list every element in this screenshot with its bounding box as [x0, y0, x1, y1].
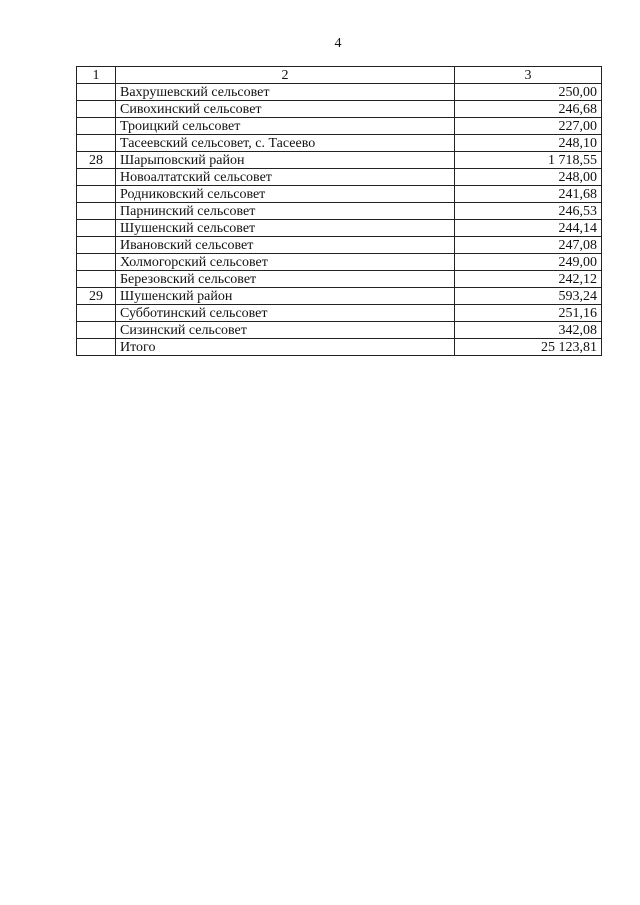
- row-value: 1 718,55: [455, 152, 602, 169]
- table-row: [77, 101, 602, 118]
- page-number: 4: [334, 36, 342, 51]
- table-header-row: [77, 67, 602, 84]
- total-label: Итого: [116, 339, 455, 356]
- row-number: [77, 220, 116, 237]
- row-value: 248,10: [455, 135, 602, 152]
- table-row: [77, 169, 602, 186]
- row-number: [77, 169, 116, 186]
- table-row: [77, 84, 602, 101]
- row-number: [77, 271, 116, 288]
- row-name: Тасеевский сельсовет, с. Тасеево: [116, 135, 455, 152]
- row-value: 246,68: [455, 101, 602, 118]
- table-row: [77, 237, 602, 254]
- row-name: Шарыповский район: [116, 152, 455, 169]
- row-number: [77, 101, 116, 118]
- row-number: [77, 203, 116, 220]
- row-value: 242,12: [455, 271, 602, 288]
- row-name: Ивановский сельсовет: [116, 237, 455, 254]
- table-row: [77, 203, 602, 220]
- row-number: [77, 254, 116, 271]
- row-name: Шушенский сельсовет: [116, 220, 455, 237]
- row-value: 251,16: [455, 305, 602, 322]
- table-row: [77, 220, 602, 237]
- row-value: 249,00: [455, 254, 602, 271]
- row-number: 28: [77, 152, 116, 169]
- row-value: 593,24: [455, 288, 602, 305]
- row-number: [77, 237, 116, 254]
- table-row: [77, 305, 602, 322]
- row-value: 248,00: [455, 169, 602, 186]
- header-cell-3: 3: [455, 67, 602, 84]
- row-number: [77, 84, 116, 101]
- row-name: Субботинский сельсовет: [116, 305, 455, 322]
- row-name: Парнинский сельсовет: [116, 203, 455, 220]
- row-name: Родниковский сельсовет: [116, 186, 455, 203]
- row-number: [77, 339, 116, 356]
- table-row: [77, 254, 602, 271]
- header-cell-1: 1: [77, 67, 116, 84]
- table-row: [77, 322, 602, 339]
- row-value: 250,00: [455, 84, 602, 101]
- row-number: [77, 135, 116, 152]
- table-row: [77, 271, 602, 288]
- row-name: Троицкий сельсовет: [116, 118, 455, 135]
- row-number: [77, 322, 116, 339]
- table-row: [77, 152, 602, 169]
- row-value: 247,08: [455, 237, 602, 254]
- row-value: 342,08: [455, 322, 602, 339]
- row-name: Вахрушевский сельсовет: [116, 84, 455, 101]
- table-row: [77, 135, 602, 152]
- row-number: [77, 305, 116, 322]
- table-row: [77, 186, 602, 203]
- row-number: 29: [77, 288, 116, 305]
- row-name: Сивохинский сельсовет: [116, 101, 455, 118]
- data-table: [76, 66, 602, 356]
- row-name: Шушенский район: [116, 288, 455, 305]
- row-value: 227,00: [455, 118, 602, 135]
- row-name: Сизинский сельсовет: [116, 322, 455, 339]
- table-total-row: [77, 339, 602, 356]
- row-value: 241,68: [455, 186, 602, 203]
- row-name: Березовский сельсовет: [116, 271, 455, 288]
- row-number: [77, 186, 116, 203]
- table-row: [77, 288, 602, 305]
- table-row: [77, 118, 602, 135]
- header-cell-2: 2: [116, 67, 455, 84]
- row-name: Холмогорский сельсовет: [116, 254, 455, 271]
- row-value: 246,53: [455, 203, 602, 220]
- total-value: 25 123,81: [455, 339, 602, 356]
- row-name: Новоалтатский сельсовет: [116, 169, 455, 186]
- row-value: 244,14: [455, 220, 602, 237]
- row-number: [77, 118, 116, 135]
